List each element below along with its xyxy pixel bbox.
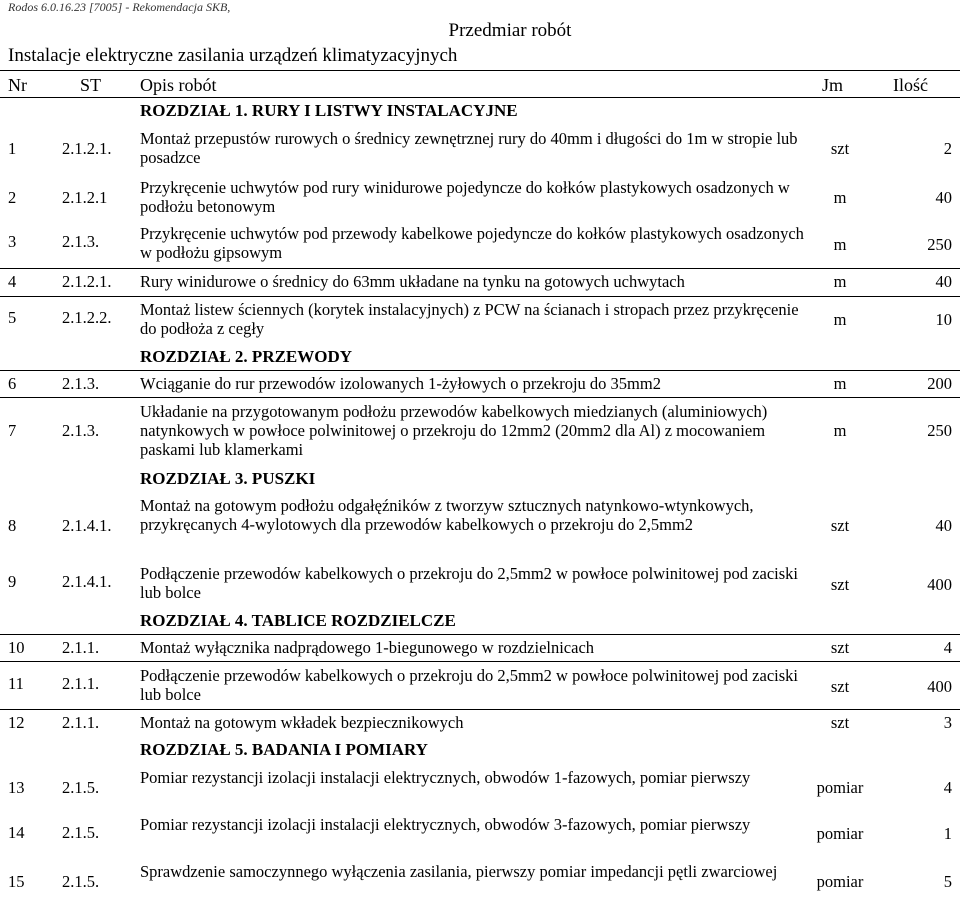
row-unit: szt [830,713,850,732]
row-nr: 4 [8,272,17,291]
row-st: 2.1.4.1. [62,516,112,535]
row-unit: m [833,310,847,329]
row-unit: m [833,374,847,393]
document-subtitle: Instalacje elektryczne zasilania urządzeń klimatyzacyjnych [8,45,458,66]
row-st: 2.1.1. [62,638,100,657]
row-rule [0,661,960,662]
document-title: Przedmiar robót [448,20,572,41]
column-header-nr: Nr [8,75,27,95]
row-description: Montaż na gotowym podłożu odgałęźników z tworzyw sztucznych natynkowo-wtynkowych, przykręcanych 4-wylotowych dla przewodów kabelkowych o przekroju do 2,5mm2 [140,496,754,534]
row-unit: m [833,421,847,440]
row-st: 2.1.3. [62,421,100,440]
row-rule [0,268,960,269]
row-nr: 8 [8,516,17,535]
row-description: Montaż wyłącznika nadprądowego 1-biegunowego w rozdzielnicach [140,638,595,657]
row-unit: szt [830,575,850,594]
row-rule [0,296,960,297]
row-quantity: 400 [927,575,952,594]
row-quantity: 2 [943,139,952,158]
row-unit: m [833,272,847,291]
row-unit: m [833,188,847,207]
row-quantity: 3 [943,713,952,732]
row-rule [0,709,960,710]
row-st: 2.1.4.1. [62,572,112,591]
row-st: 2.1.2.1. [62,139,112,158]
row-st: 2.1.2.2. [62,308,112,327]
row-st: 2.1.5. [62,823,100,842]
row-description: Przykręcenie uchwytów pod rury winidurowe pojedyncze do kołków plastykowych osadzonych w podłożu betonowym [140,178,790,216]
row-description: Przykręcenie uchwytów pod przewody kabelkowe pojedyncze do kołków plastykowych osadzonych w podłożu gipsowym [140,224,804,262]
row-nr: 5 [8,308,17,327]
row-description: Układanie na przygotowanym podłożu przewodów kabelkowych miedzianych (aluminiowych) natynkowych w powłoce polwinitowej o przekroju do 12mm2 (20mm2 dla Al) z mocowaniem paskami lub klamerkami [140,402,768,459]
section-heading: ROZDZIAŁ 2. PRZEWODY [140,347,353,366]
row-st: 2.1.1. [62,713,100,732]
row-unit: pomiar [816,824,864,843]
section-heading: ROZDZIAŁ 3. PUSZKI [140,469,316,488]
row-quantity: 40 [935,188,952,207]
row-description: Montaż na gotowym wkładek bezpiecznikowych [140,713,464,732]
column-header-st: ST [80,75,102,95]
row-quantity: 40 [935,272,952,291]
row-nr: 13 [8,778,25,797]
column-header-desc: Opis robót [140,75,217,95]
column-header-jm: Jm [822,75,844,95]
row-quantity: 400 [927,677,952,696]
row-nr: 15 [8,872,25,891]
row-quantity: 200 [927,374,952,393]
row-st: 2.1.3. [62,232,100,251]
row-description: Pomiar rezystancji izolacji instalacji elektrycznych, obwodów 1-fazowych, pomiar pierwszy [140,768,751,787]
row-nr: 11 [8,674,24,693]
row-quantity: 1 [943,824,952,843]
row-nr: 10 [8,638,25,657]
row-description: Pomiar rezystancji izolacji instalacji elektrycznych, obwodów 3-fazowych, pomiar pierwszy [140,815,751,834]
row-unit: szt [830,516,850,535]
row-st: 2.1.3. [62,374,100,393]
row-description: Montaż przepustów rurowych o średnicy zewnętrznej rury do 40mm i długości do 1m w stropie lub posadzce [140,129,798,167]
section-heading: ROZDZIAŁ 5. BADANIA I POMIARY [140,740,428,759]
row-st: 2.1.5. [62,778,100,797]
row-description: Sprawdzenie samoczynnego wyłączenia zasilania, pierwszy pomiar impedancji pętli zwarciowej [140,862,778,881]
row-description: Podłączenie przewodów kabelkowych o przekroju do 2,5mm2 w powłoce polwinitowej pod zaciski lub bolce [140,666,798,704]
header-top-rule [0,70,960,71]
row-quantity: 10 [935,310,952,329]
row-nr: 14 [8,823,25,842]
column-header-qty: Ilość [893,75,928,95]
section-heading: ROZDZIAŁ 4. TABLICE ROZDZIELCZE [140,611,456,630]
row-nr: 9 [8,572,17,591]
row-unit: szt [830,139,850,158]
row-nr: 2 [8,188,17,207]
row-unit: szt [830,638,850,657]
row-description: Rury winidurowe o średnicy do 63mm układane na tynku na gotowych uchwytach [140,272,685,291]
row-quantity: 40 [935,516,952,535]
row-description: Wciąganie do rur przewodów izolowanych 1-żyłowych o przekroju do 35mm2 [140,374,661,393]
row-nr: 1 [8,139,17,158]
program-header: Rodos 6.0.16.23 [7005] - Rekomendacja SKB, [8,0,231,14]
row-quantity: 4 [943,638,952,657]
row-nr: 12 [8,713,25,732]
row-quantity: 250 [927,235,952,254]
row-unit: pomiar [816,778,864,797]
row-rule [0,370,960,371]
row-quantity: 4 [943,778,952,797]
row-rule [0,634,960,635]
row-st: 2.1.2.1 [62,188,108,207]
row-nr: 3 [8,232,17,251]
row-unit: szt [830,677,850,696]
row-description: Montaż listew ściennych (korytek instalacyjnych) z PCW na ścianach i stropach przez przykręcenie do podłoża z cegły [140,300,799,338]
row-unit: m [833,235,847,254]
row-nr: 6 [8,374,17,393]
row-description: Podłączenie przewodów kabelkowych o przekroju do 2,5mm2 w powłoce polwinitowej pod zaciski lub bolce [140,564,798,602]
row-nr: 7 [8,421,17,440]
row-st: 2.1.1. [62,674,100,693]
row-rule [0,397,960,398]
row-unit: pomiar [816,872,864,891]
header-bottom-rule [0,97,960,98]
row-st: 2.1.5. [62,872,100,891]
row-st: 2.1.2.1. [62,272,112,291]
row-quantity: 5 [943,872,952,891]
row-quantity: 250 [927,421,952,440]
section-heading: ROZDZIAŁ 1. RURY I LISTWY INSTALACYJNE [140,101,518,120]
